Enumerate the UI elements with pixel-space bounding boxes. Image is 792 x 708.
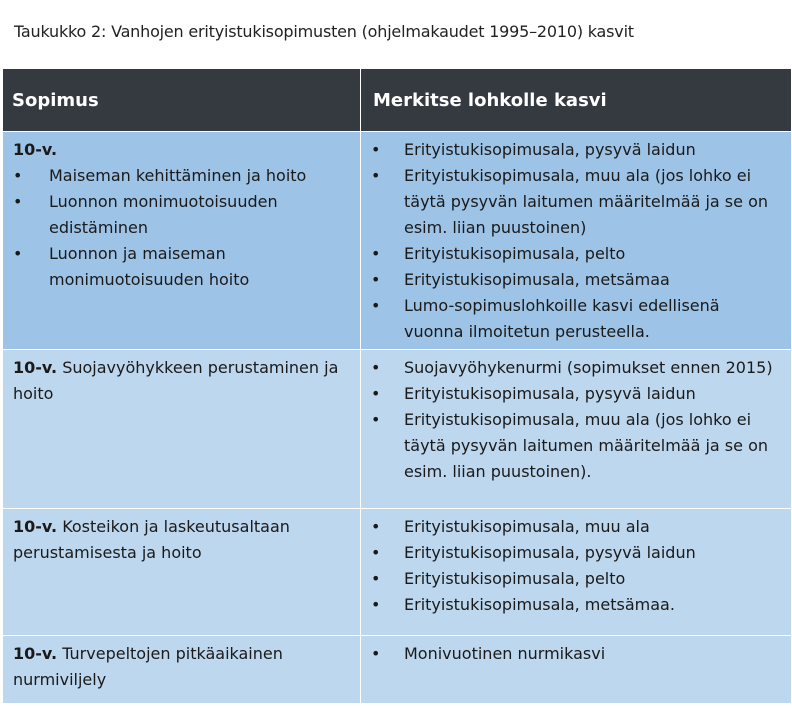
list-item — [371, 407, 783, 485]
bullet-icon: • — [371, 410, 381, 429]
bullet-icon: • — [371, 517, 381, 536]
crop-cell — [361, 509, 792, 636]
bullet-icon: • — [371, 140, 381, 159]
list-item-text: Erityistukisopimusala, pysyvä laidun — [404, 543, 696, 562]
crop-cell — [361, 636, 792, 704]
table-row — [3, 350, 792, 509]
agreement-cell — [3, 509, 361, 636]
header-kasvi — [361, 69, 792, 132]
agreement-title: Suojavyöhykkeen perustaminen ja hoito — [13, 358, 339, 403]
list-item — [371, 592, 783, 618]
agreement-period: 10-v. — [13, 358, 58, 377]
bullet-icon: • — [13, 166, 23, 185]
crops-table — [2, 68, 792, 704]
agreement-text — [3, 636, 360, 697]
list-item-text: Erityistukisopimusala, pysyvä laidun — [404, 384, 696, 403]
list-item-text: Erityistukisopimusala, metsämaa — [404, 270, 670, 289]
list-item — [371, 566, 783, 592]
header-sopimus-label: Sopimus — [12, 89, 99, 111]
table-caption: Taukukko 2: Vanhojen erityistukisopimusten (ohjelmakaudet 1995–2010) kasvit — [14, 22, 634, 41]
list-item — [371, 293, 783, 345]
crop-text — [361, 636, 791, 671]
list-item-text: Erityistukisopimusala, muu ala (jos lohko ei täytä pysyvän laitumen määritelmää ja se on esim. liian puustoinen) — [404, 166, 768, 237]
list-item-text: Monivuotinen nurmikasvi — [404, 644, 606, 663]
agreement-period: 10-v. — [13, 140, 58, 159]
header-row — [3, 69, 792, 132]
agreement-cell — [3, 132, 361, 350]
table-row — [3, 636, 792, 704]
bullet-icon: • — [371, 270, 381, 289]
crop-list — [371, 641, 783, 667]
crop-list — [371, 355, 783, 485]
bullet-icon: • — [371, 595, 381, 614]
list-item-text: Erityistukisopimusala, muu ala (jos lohko ei täytä pysyvän laitumen määritelmää ja se on esim. liian puustoinen). — [404, 410, 768, 481]
agreement-text — [3, 132, 360, 297]
list-item — [371, 540, 783, 566]
list-item-text: Maiseman kehittäminen ja hoito — [49, 166, 307, 185]
list-item — [371, 137, 783, 163]
agreement-title: Kosteikon ja laskeutusaltaan perustamisesta ja hoito — [13, 517, 290, 562]
list-item-text: Erityistukisopimusala, pelto — [404, 569, 626, 588]
agreement-cell — [3, 350, 361, 509]
crop-text — [361, 132, 791, 349]
agreement-period: 10-v. — [13, 517, 58, 536]
list-item — [371, 514, 783, 540]
bullet-icon: • — [371, 569, 381, 588]
list-item-text: Erityistukisopimusala, metsämaa. — [404, 595, 675, 614]
crop-list — [371, 137, 783, 345]
bullet-icon: • — [13, 192, 23, 211]
agreement-period: 10-v. — [13, 644, 58, 663]
table-row — [3, 132, 792, 350]
crop-cell — [361, 132, 792, 350]
bullet-icon: • — [371, 644, 381, 663]
agreement-text — [3, 350, 360, 411]
list-item — [371, 381, 783, 407]
list-item-text: Luonnon monimuotoisuuden edistäminen — [49, 192, 278, 237]
crop-text — [361, 350, 791, 489]
list-item-text: Erityistukisopimusala, pelto — [404, 244, 626, 263]
agreement-list — [13, 163, 352, 293]
bullet-icon: • — [13, 244, 23, 263]
crop-list — [371, 514, 783, 618]
list-item-text: Suojavyöhykenurmi (sopimukset ennen 2015) — [404, 358, 773, 377]
bullet-icon: • — [371, 384, 381, 403]
list-item — [371, 641, 783, 667]
bullet-icon: • — [371, 543, 381, 562]
list-item — [371, 355, 783, 381]
list-item-text: Erityistukisopimusala, pysyvä laidun — [404, 140, 696, 159]
bullet-icon: • — [371, 358, 381, 377]
header-sopimus — [3, 69, 361, 132]
table-row — [3, 509, 792, 636]
agreement-text — [3, 509, 360, 570]
list-item — [371, 241, 783, 267]
list-item — [371, 267, 783, 293]
header-kasvi-label: Merkitse lohkolle kasvi — [373, 89, 607, 111]
list-item-text: Erityistukisopimusala, muu ala — [404, 517, 650, 536]
list-item — [13, 189, 352, 241]
list-item-text: Lumo-sopimuslohkoille kasvi edellisenä vuonna ilmoitetun perusteella. — [404, 296, 720, 341]
agreement-title: Turvepeltojen pitkäaikainen nurmiviljely — [13, 644, 283, 689]
bullet-icon: • — [371, 166, 381, 185]
list-item — [13, 241, 352, 293]
bullet-icon: • — [371, 296, 381, 315]
crop-cell — [361, 350, 792, 509]
list-item — [13, 163, 352, 189]
list-item-text: Luonnon ja maiseman monimuotoisuuden hoito — [49, 244, 250, 289]
list-item — [371, 163, 783, 241]
crop-text — [361, 509, 791, 622]
agreement-cell — [3, 636, 361, 704]
bullet-icon: • — [371, 244, 381, 263]
